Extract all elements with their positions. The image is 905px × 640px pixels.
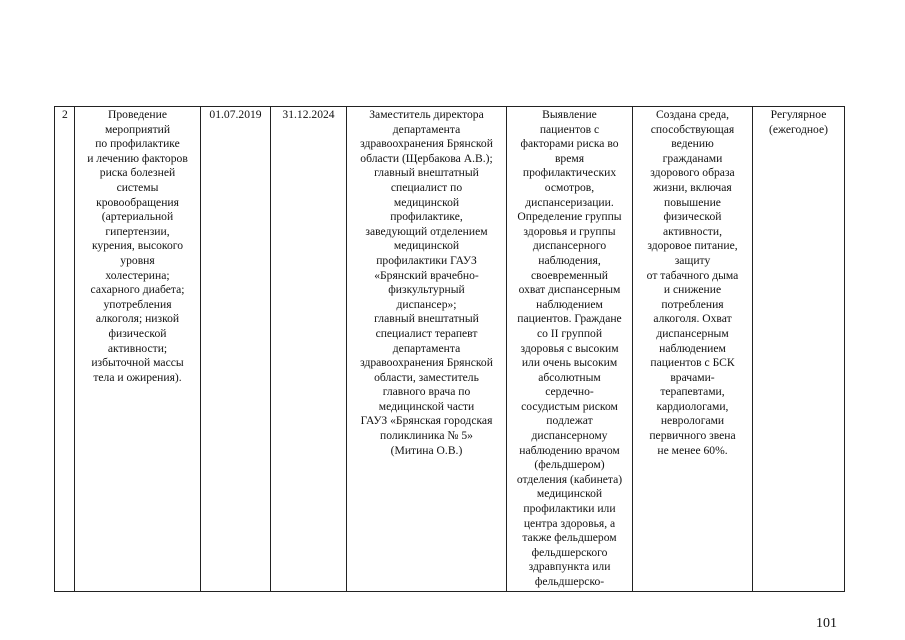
outcome-cell xyxy=(633,107,753,592)
row-number-cell xyxy=(55,107,75,592)
periodicity-cell xyxy=(753,107,845,592)
end-date-cell xyxy=(271,107,347,592)
end-date: 31.12.2024 xyxy=(282,108,335,121)
start-date-cell xyxy=(201,107,271,592)
activity-cell xyxy=(75,107,201,592)
plan-table xyxy=(54,106,845,592)
responsible-cell xyxy=(347,107,507,592)
row-number: 2 xyxy=(62,108,68,121)
result-cell xyxy=(507,107,633,592)
result-text: Выявление пациентов с факторами риска во время профилактических осмотров, диспансеризации. Определение группы здоровья и группы диспансерного наблюдения, своевременный охват диспансерным наблюдением пациентов. Граждане со II группой здоровья с высоким или очень высоким абсолютным сердечно- сосудистым риском подлежат диспансерному наблюдению врачом (фельдшером) отделения (кабинета) медицинской профилактики или центра здоровья, а также фельдшером фельдшерского здравпункта или фельдшерско- xyxy=(516,108,623,588)
page-number: 101 xyxy=(816,616,837,631)
periodicity-text: Регулярное (ежегодное) xyxy=(769,108,828,136)
activity-text: Проведение мероприятий по профилактике и лечению факторов риска болезней системы кровообращения (артериальной гипертензии, курения, высокого уровня холестерина; сахарного диабета; употребления алкоголя; низкой физической активности; избыточной массы тела и ожирения). xyxy=(87,108,188,384)
start-date: 01.07.2019 xyxy=(209,108,262,121)
responsible-text: Заместитель директора департамента здравоохранения Брянской области (Щербакова А.В.); главный внештатный специалист по медицинской профилактике, заведующий отделением медицинской профилактики ГАУЗ «Брянский врачебно- физкультурный диспансер»; главный внештатный специалист терапевт департамента здравоохранения Брянской области, заместитель главного врача по медицинской части ГАУЗ «Брянская городская поликлиника № 5» (Митина О.В.) xyxy=(360,108,493,457)
outcome-text: Создана среда, способствующая ведению гражданами здорового образа жизни, включая повышение физической активности, здоровое питание, защиту от табачного дыма и снижение потребления алкоголя. Охват диспансерным наблюдением пациентов с БСК врачами- терапевтами, кардиологами, неврологами первичного звена не менее 60%. xyxy=(646,108,739,457)
table-row xyxy=(55,107,845,592)
